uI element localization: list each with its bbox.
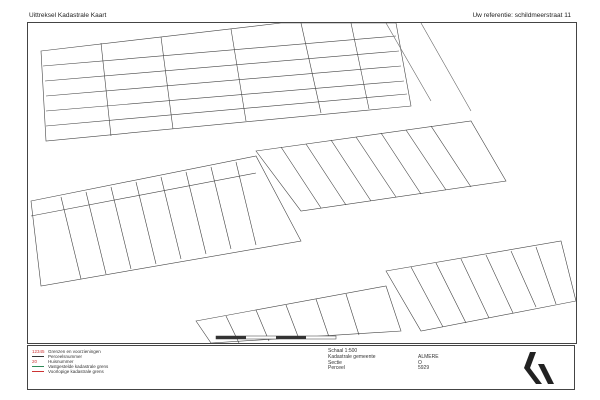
- map-frame: [27, 22, 577, 344]
- legend-sample: 12345: [32, 349, 45, 354]
- legend-item-label: Vastgestelde kadastrale grens: [48, 364, 109, 369]
- info-label: Perceel: [328, 365, 345, 371]
- legend-item-label: Voorlopige kadastrale grens: [48, 369, 104, 374]
- scale-bar-map: [216, 336, 336, 339]
- legend-item: [32, 369, 272, 374]
- info-value: ALMERE: [418, 354, 439, 360]
- legend-swatch: [32, 366, 44, 367]
- block-left: [31, 156, 301, 286]
- legend-item-label: Perceelsnummer: [48, 354, 83, 359]
- parcel-info: [328, 355, 439, 372]
- scale-title: Schaal 1:500: [328, 348, 358, 354]
- block-bottom-right: [386, 241, 576, 331]
- kadaster-logo-icon: [524, 350, 554, 386]
- legend-panel: [27, 345, 575, 390]
- legend-swatch: [32, 356, 44, 357]
- map-canvas: [28, 23, 576, 343]
- legend-sample: 20: [32, 359, 38, 364]
- info-row: [328, 366, 439, 372]
- block-top: [41, 23, 411, 141]
- block-bottom-mid: [196, 286, 401, 343]
- legend-swatch: [32, 371, 44, 372]
- parcel-lines: [31, 23, 576, 343]
- info-label: Kadastrale gemeente: [328, 354, 376, 360]
- legend-list: [32, 349, 272, 374]
- info-value: O: [418, 359, 422, 366]
- info-label: Sectie: [328, 359, 342, 366]
- map-title: Uittreksel Kadastrale Kaart: [29, 12, 107, 19]
- legend-item-label: Grenzen en voorzieningen: [48, 349, 101, 354]
- reference-label: Uw referentie: schildmeerstraat 11: [472, 12, 571, 19]
- info-value: 5929: [418, 365, 430, 371]
- legend-item-label: Huisnummer: [48, 359, 74, 364]
